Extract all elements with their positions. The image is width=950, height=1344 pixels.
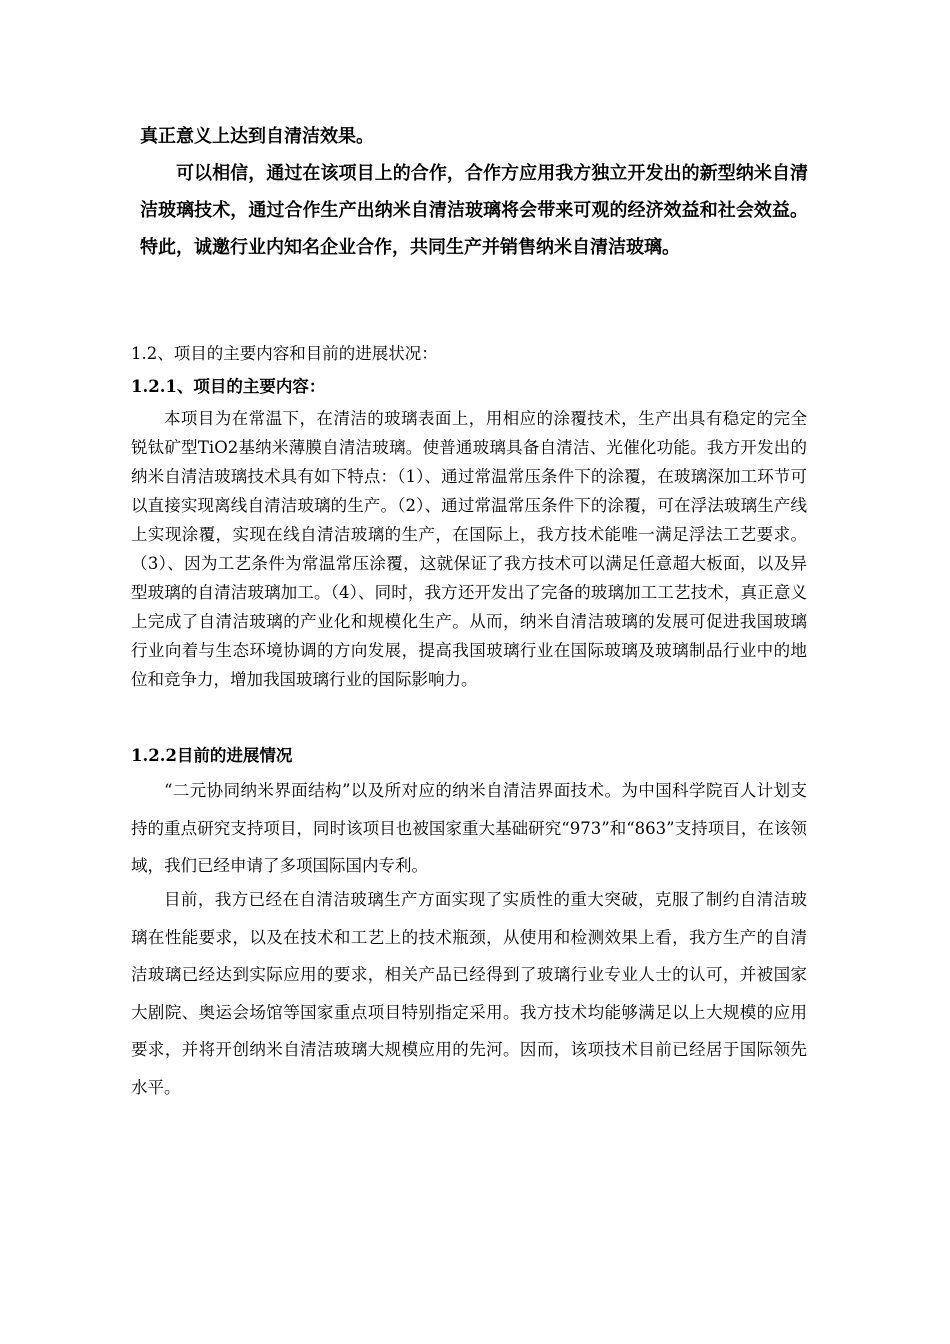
paragraph-continuation: 真正意义上达到自清洁效果。	[140, 126, 374, 147]
section-1-2-1-heading: 1.2.1、项目的主要内容：	[131, 377, 326, 396]
section-1-2-2-heading: 1.2.2目前的进展情况	[131, 746, 293, 765]
section-1-2-2-body-1: “二元协同纳米界面结构”以及所对应的纳米自清洁界面技术。为中国科学院百人计划支持的重点研究支持项目，同时该项目也被国家重大基础研究“973”和“863”支持项目，在该领域，我们已经申请了多项国际国内专利。	[131, 781, 807, 875]
section-1-2-1-body: 本项目为在常温下，在清洁的玻璃表面上，用相应的涂覆技术，生产出具有稳定的完全锐钛矿型TiO2基纳米薄膜自清洁玻璃。使普通玻璃具备自清洁、光催化功能。我方开发出的纳米自清洁玻璃技术具有如下特点：（1）、通过常温常压条件下的涂覆，在玻璃深加工环节可以直接实现离线自清洁玻璃的生产。（2）、通过常温常压条件下的涂覆，可在浮法玻璃生产线上实现涂覆，实现在线自清洁玻璃的生产，在国际上，我方技术能唯一满足浮法工艺要求。（3）、因为工艺条件为常温常压涂覆，这就保证了我方技术可以满足任意超大板面，以及异型玻璃的自清洁玻璃加工。（4）、同时，我方还开发出了完备的玻璃加工工艺技术，真正意义上完成了自清洁玻璃的产业化和规模化生产。从而，纳米自清洁玻璃的发展可促进我国玻璃行业向着与生态环境协调的方向发展，提高我国玻璃行业在国际玻璃及玻璃制品行业中的地位和竞争力，增加我国玻璃行业的国际影响力。	[131, 409, 807, 689]
section-1-2-2-body-2: 目前，我方已经在自清洁玻璃生产方面实现了实质性的重大突破，克服了制约自清洁玻璃在性能要求，以及在技术和工艺上的技术瓶颈，从使用和检测效果上看，我方生产的自清洁玻璃已经达到实际应用的要求，相关产品已经得到了玻璃行业专业人士的认可，并被国家大剧院、奥运会场馆等国家重点项目特别指定采用。我方技术均能够满足以上大规模的应用要求，并将开创纳米自清洁玻璃大规模应用的先河。因而，该项技术目前已经居于国际领先水平。	[131, 890, 807, 1097]
paragraph-cooperation: 可以相信，通过在该项目上的合作，合作方应用我方独立开发出的新型纳米自清洁玻璃技术，通过合作生产出纳米自清洁玻璃将会带来可观的经济效益和社会效益。特此，诚邀行业内知名企业合作，共同生产并销售纳米自清洁玻璃。	[140, 163, 808, 258]
section-1-2-heading: 1.2、项目的主要内容和目前的进展状况：	[131, 344, 438, 363]
